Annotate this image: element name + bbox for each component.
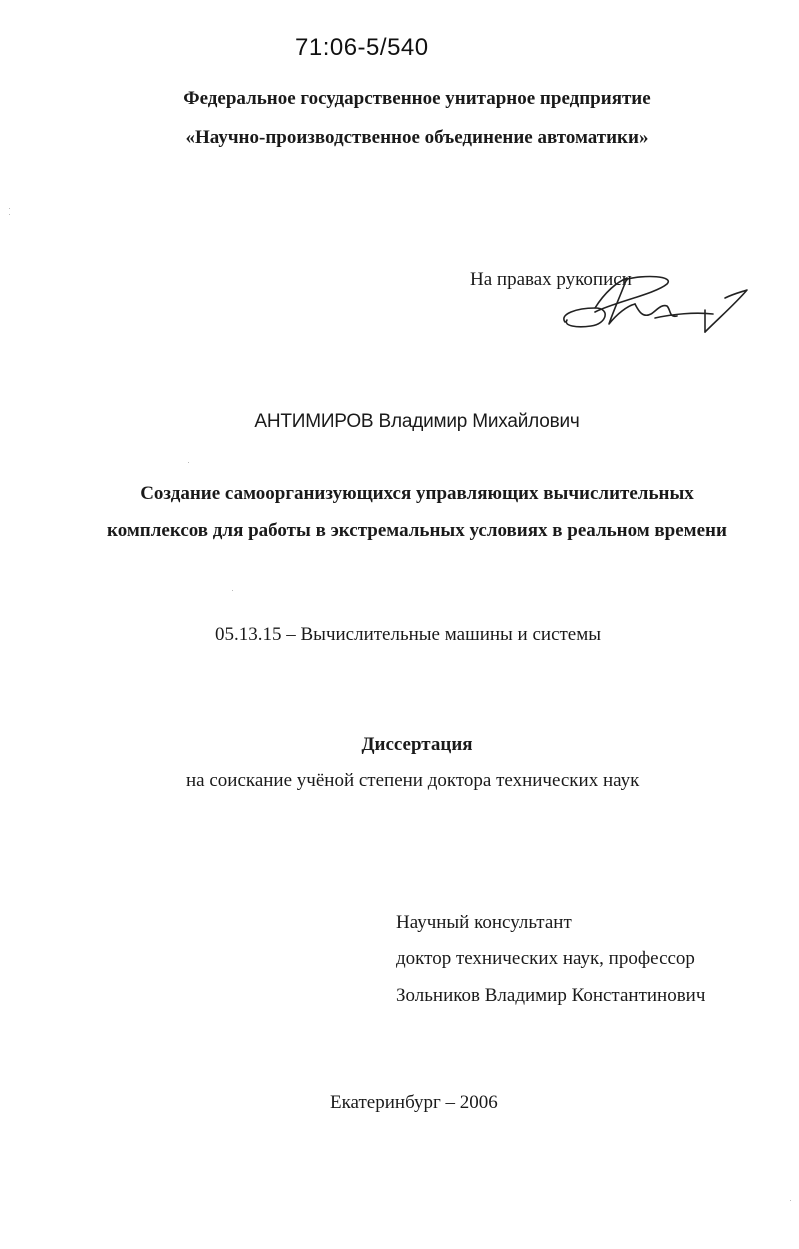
document-type: Диссертация (361, 734, 473, 755)
dissertation-title-line-2: комплексов для работы в экстремальных условиях в реальном времени (107, 520, 727, 541)
scan-speck (790, 1200, 791, 1201)
degree-line: на соискание учёной степени доктора технических наук (186, 770, 640, 791)
scan-speck (188, 462, 189, 463)
scan-speck (232, 590, 233, 591)
scan-speck (9, 208, 10, 209)
scan-speck (9, 214, 10, 215)
place-and-year: Екатеринбург – 2006 (330, 1092, 498, 1113)
specialty-code: 05.13.15 – Вычислительные машины и системы (215, 624, 602, 645)
dissertation-title-line-1: Создание самоорганизующихся управляющих вычислительных (140, 483, 694, 504)
archive-code: 71:06-5/540 (295, 34, 429, 61)
advisor-name: Зольников Владимир Константинович (396, 985, 706, 1006)
author-name: АНТИМИРОВ Владимир Михайлович (254, 411, 580, 432)
organization-line-1: Федеральное государственное унитарное предприятие (183, 88, 651, 109)
organization-line-2: «Научно-производственное объединение автоматики» (185, 127, 649, 148)
author-signature (555, 268, 755, 340)
advisor-credentials: доктор технических наук, профессор (396, 948, 695, 969)
advisor-role: Научный консультант (396, 912, 572, 933)
manuscript-rights: На правах рукописи (470, 269, 632, 290)
